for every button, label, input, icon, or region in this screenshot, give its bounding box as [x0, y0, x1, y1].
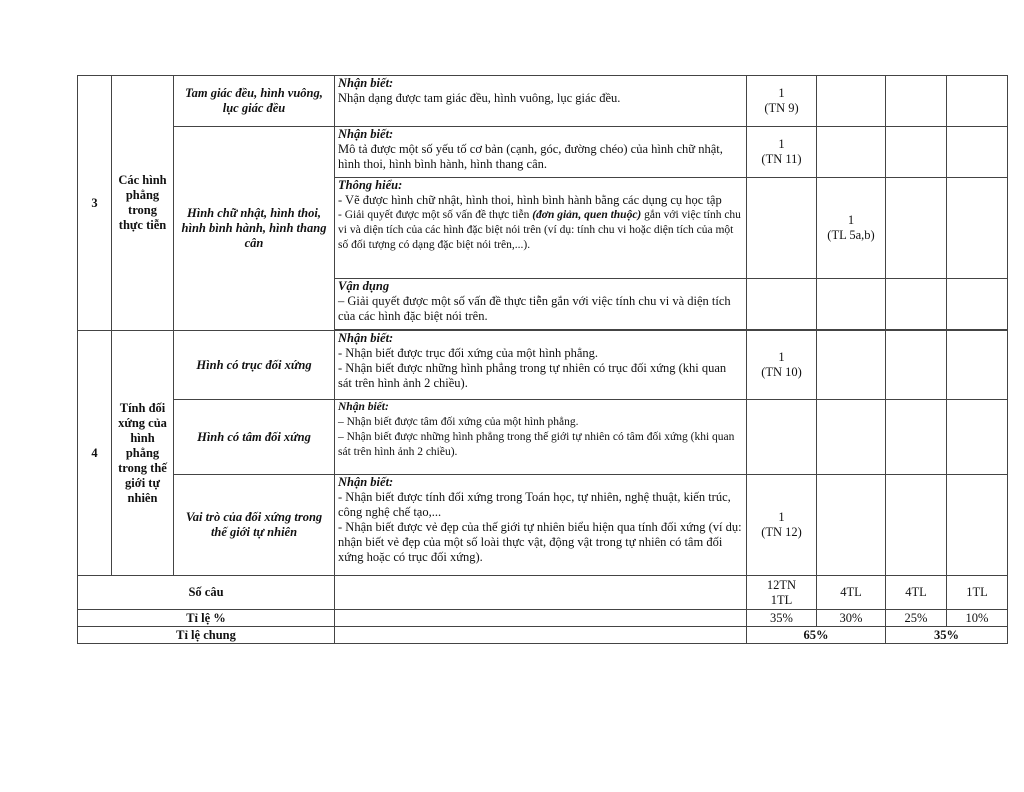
requirement-text: - Nhận biết được trục đối xứng của một hình phẳng.: [338, 346, 599, 360]
summary-value: 10%: [947, 610, 1008, 627]
table-row: [78, 475, 1008, 576]
count-cell: [817, 76, 886, 127]
table-row: [78, 400, 1008, 475]
requirement-text: - Nhận biết được vẻ đẹp của thế giới tự nhiên biểu hiện qua tính đối xứng (ví dụ: nhận biết vẻ đẹp của một số loài thực vật, động vật trong tự nhiên có tâm đối xứng hoặc có trục đối xứng).: [338, 520, 742, 564]
count-cell: [886, 178, 947, 279]
level-label: Nhận biết:: [338, 475, 394, 489]
count-cell: [747, 127, 817, 178]
summary-value: 4TL: [817, 576, 886, 610]
count-ref: (TN 9): [764, 101, 799, 115]
level-label: Thông hiểu:: [338, 178, 403, 192]
requirement-cell: [335, 76, 747, 127]
count-value: 1: [847, 213, 855, 227]
content-cell: Hình có trục đối xứng: [174, 331, 335, 400]
count-cell: [747, 178, 817, 279]
count-cell: [817, 127, 886, 178]
count-cell: [947, 279, 1008, 330]
summary-label: Số câu: [78, 576, 335, 610]
topic-name: Các hình phẳng trong thực tiễn: [112, 76, 174, 331]
count-value: 1: [778, 350, 785, 364]
topic-number: 3: [78, 76, 112, 331]
content-cell: Vai trò của đối xứng trong thế giới tự nhiên: [174, 475, 335, 576]
summary-empty: [335, 576, 747, 610]
summary-value: 25%: [886, 610, 947, 627]
level-label: Nhận biết:: [338, 76, 394, 90]
requirement-text: Mô tả được một số yếu tố cơ bản (cạnh, góc, đường chéo) của hình chữ nhật, hình thoi, hình bình hành, hình thang cân.: [338, 142, 723, 171]
requirement-cell: [335, 279, 747, 330]
requirement-text: – Giải quyết được một số vấn đề thực tiễn gắn với việc tính chu vi và diện tích của các hình đặc biệt nói trên.: [338, 294, 731, 323]
summary-value-line: 12TN: [766, 577, 797, 592]
summary-label: Tỉ lệ chung: [78, 627, 335, 644]
count-cell: [947, 400, 1008, 475]
count-ref: (TL 5a,b): [827, 228, 875, 242]
level-label: Nhận biết:: [338, 127, 394, 141]
requirement-cell: [335, 331, 747, 400]
summary-value: 35%: [747, 610, 817, 627]
count-cell: [886, 400, 947, 475]
summary-empty: [335, 627, 747, 644]
count-cell: [747, 400, 817, 475]
requirement-text: - Nhận biết được tính đối xứng trong Toán học, tự nhiên, nghệ thuật, kiến trúc, công nghệ chế tạo,...: [338, 490, 731, 519]
requirement-text-emphasis: (đơn giản, quen thuộc): [532, 209, 642, 221]
count-cell: [886, 76, 947, 127]
count-cell: [747, 475, 817, 576]
summary-row: [78, 576, 1008, 610]
count-cell: [747, 279, 817, 330]
count-cell: [947, 76, 1008, 127]
content-cell: Hình chữ nhật, hình thoi, hình bình hành, hình thang cân: [174, 127, 335, 331]
count-cell: [747, 331, 817, 400]
matrix-table: [77, 75, 1008, 644]
requirement-cell: [335, 178, 747, 279]
count-cell: [947, 178, 1008, 279]
table-row: [78, 331, 1008, 400]
count-ref: (TN 11): [761, 152, 802, 166]
count-value: 1: [778, 510, 785, 524]
requirement-text: - Vẽ được hình chữ nhật, hình thoi, hình bình hành bằng các dụng cụ học tập: [338, 193, 722, 207]
level-label: Nhận biết:: [338, 401, 389, 413]
table-row: [78, 76, 1008, 127]
count-ref: (TN 12): [761, 525, 802, 539]
count-cell: [817, 400, 886, 475]
level-label: Vận dụng: [338, 279, 390, 293]
summary-value: 1TL: [947, 576, 1008, 610]
count-cell: [817, 178, 886, 279]
count-value: 1: [778, 86, 785, 100]
requirement-text: – Nhận biết được những hình phẳng trong thế giới tự nhiên có tâm đối xứng (khi quan sát trên hình ảnh 2 chiều).: [338, 431, 735, 458]
content-cell: Hình có tâm đối xứng: [174, 400, 335, 475]
requirement-text: [338, 208, 743, 253]
requirement-cell: [335, 475, 747, 576]
summary-row: [78, 627, 1008, 644]
table-row: [78, 127, 1008, 178]
count-cell: [817, 331, 886, 400]
count-value: 1: [778, 137, 785, 151]
count-cell: [947, 475, 1008, 576]
requirement-cell: [335, 400, 747, 475]
count-cell: [817, 475, 886, 576]
summary-value: 30%: [817, 610, 886, 627]
requirement-text-part: gắn với việc tính chu vi và diện tích của các hình đặc biệt nói trên (ví dụ: tính chu vi hoặc diện tích của một số đối tượng có dạng đặc biệt nói trên,...).: [338, 209, 741, 251]
count-cell: [947, 331, 1008, 400]
requirement-text: – Nhận biết được tâm đối xứng của một hình phẳng.: [338, 416, 579, 428]
requirement-text-part: - Giải quyết được một số vấn đề thực tiễn: [338, 209, 533, 221]
summary-empty: [335, 610, 747, 627]
content-cell: Tam giác đều, hình vuông, lục giác đều: [174, 76, 335, 127]
count-cell: [886, 331, 947, 400]
topic-name: Tính đối xứng của hình phẳng trong thế giới tự nhiên: [112, 331, 174, 576]
summary-value: 65%: [747, 627, 886, 644]
summary-value: [747, 576, 817, 610]
count-cell: [886, 475, 947, 576]
requirement-text: Nhận dạng được tam giác đều, hình vuông, lục giác đều.: [338, 91, 621, 105]
count-ref: (TN 10): [761, 365, 802, 379]
summary-row: [78, 610, 1008, 627]
summary-value-line: 1TL: [770, 592, 793, 607]
count-cell: [747, 76, 817, 127]
count-cell: [886, 127, 947, 178]
summary-value: 4TL: [886, 576, 947, 610]
requirement-cell: [335, 127, 747, 178]
count-cell: [817, 279, 886, 330]
topic-number: 4: [78, 331, 112, 576]
requirement-text: - Nhận biết được những hình phẳng trong tự nhiên có trục đối xứng (khi quan sát trên hình ảnh 2 chiều).: [338, 361, 727, 390]
summary-label: Tỉ lệ %: [78, 610, 335, 627]
summary-value: 35%: [886, 627, 1008, 644]
count-cell: [886, 279, 947, 330]
count-cell: [947, 127, 1008, 178]
level-label: Nhận biết:: [338, 331, 394, 345]
